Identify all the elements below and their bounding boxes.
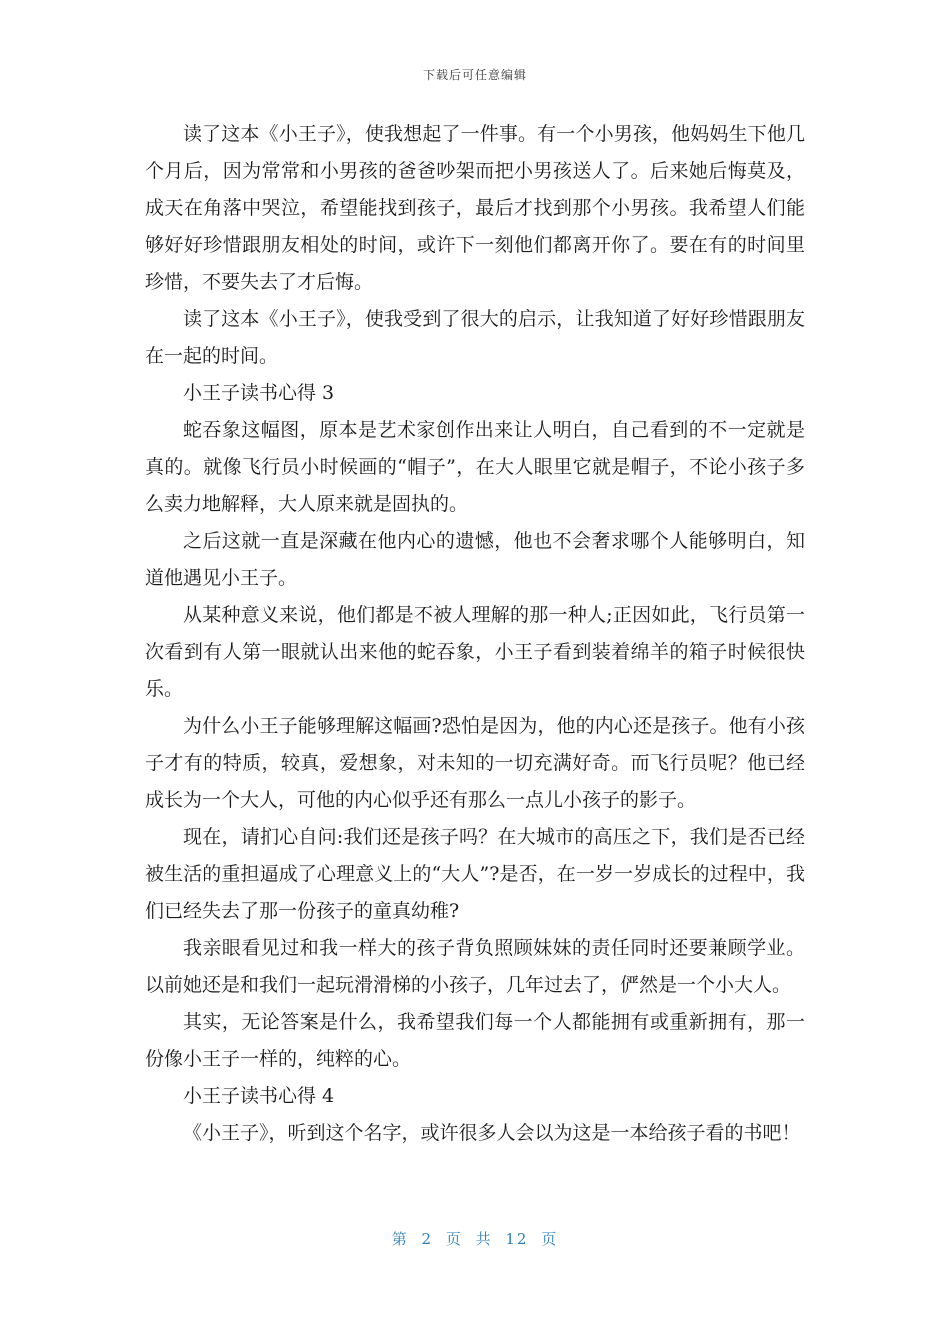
page-header-note: 下载后可任意编辑: [422, 68, 527, 82]
paragraph-1: 读了这本《小王子》，使我想起了一件事。有一个小男孩，他妈妈生下他几个月后，因为常常和小男孩的爸爸吵架而把小男孩送人了。后来她后悔莫及，成天在角落中哭泣，希望能找到孩子，最后才找到那个小男孩。我希望人们能够好好珍惜跟朋友相处的时间，或许下一刻他们都离开你了。要在有的时间里珍惜，不要失去了才后悔。: [145, 123, 805, 293]
paragraph-7: 现在，请扪心自问:我们还是孩子吗？在大城市的高压之下，我们是否已经被生活的重担逼成了心理意义上的“大人”?是否，在一岁一岁成长的过程中，我们已经失去了那一份孩子的童真幼稚?: [145, 826, 805, 922]
section-heading-4: 小王子读书心得 4: [183, 1085, 335, 1107]
paragraph-10: 《小王子》，听到这个名字，或许很多人会以为这是一本给孩子看的书吧！: [183, 1122, 801, 1144]
paragraph-6: 为什么小王子能够理解这幅画?恐怕是因为，他的内心还是孩子。他有小孩子才有的特质，较真，爱想象，对未知的一切充满好奇。而飞行员呢？他已经成长为一个大人，可他的内心似乎还有那么一点儿小孩子的影子。: [145, 715, 805, 811]
paragraph-3: 蛇吞象这幅图，原本是艺术家创作出来让人明白，自己看到的不一定就是真的。就像飞行员小时候画的“帽子”，在大人眼里它就是帽子，不论小孩子多么卖力地解释，大人原来就是固执的。: [145, 419, 805, 515]
paragraph-5: 从某种意义来说，他们都是不被人理解的那一种人;正因如此，飞行员第一次看到有人第一眼就认出来他的蛇吞象，小王子看到装着绵羊的箱子时候很快乐。: [145, 604, 805, 700]
section-heading-3: 小王子读书心得 3: [183, 382, 335, 404]
page-number-footer: 第 2 页 共 12 页: [391, 1230, 559, 1248]
paragraph-2: 读了这本《小王子》，使我受到了很大的启示，让我知道了好好珍惜跟朋友在一起的时间。: [145, 308, 805, 367]
paragraph-8: 我亲眼看见过和我一样大的孩子背负照顾妹妹的责任同时还要兼顾学业。以前她还是和我们一起玩滑滑梯的小孩子，几年过去了，俨然是一个小大人。: [145, 937, 805, 996]
paragraph-9: 其实，无论答案是什么，我希望我们每一个人都能拥有或重新拥有，那一份像小王子一样的，纯粹的心。: [145, 1011, 805, 1070]
document-body: [145, 116, 805, 1152]
paragraph-4: 之后这就一直是深藏在他内心的遗憾，他也不会奢求哪个人能够明白，知道他遇见小王子。: [145, 530, 805, 589]
